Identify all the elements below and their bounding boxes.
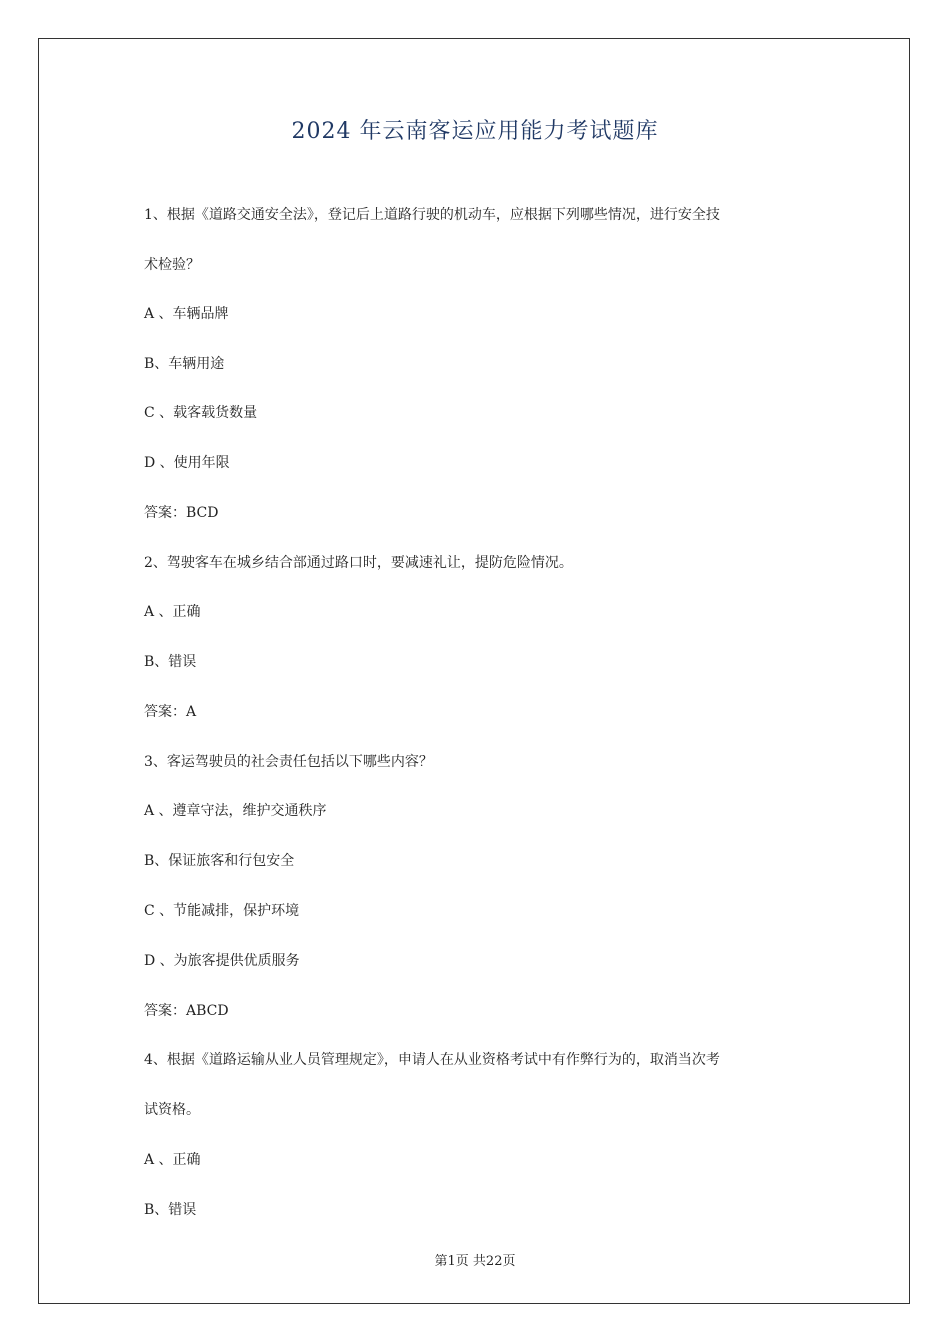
question-4-option-b: B、错误 <box>144 1202 197 1218</box>
question-4-option-a: A 、正确 <box>144 1152 201 1168</box>
question-1-answer: 答案：BCD <box>144 505 219 521</box>
question-3-option-a: A 、遵章守法，维护交通秩序 <box>144 803 327 819</box>
question-2-answer: 答案：A <box>144 704 197 720</box>
question-3-option-b: B、保证旅客和行包安全 <box>144 853 295 869</box>
question-2-text: 2、驾驶客车在城乡结合部通过路口时，要减速礼让，提防危险情况。 <box>144 555 573 571</box>
question-3-answer: 答案：ABCD <box>144 1003 229 1019</box>
question-3-text: 3、客运驾驶员的社会责任包括以下哪些内容？ <box>144 754 433 770</box>
page-footer: 第1页 共22页 <box>434 1254 516 1269</box>
question-1-option-c: C 、载客载货数量 <box>144 405 258 421</box>
question-1-option-d: D 、使用年限 <box>144 455 230 471</box>
document-title: 2024 年云南客运应用能力考试题库 <box>291 119 659 144</box>
question-1-text-line-1: 1、根据《道路交通安全法》，登记后上道路行驶的机动车，应根据下列哪些情况，进行安全技 <box>144 207 720 223</box>
question-2-option-b: B、错误 <box>144 654 197 670</box>
question-1-option-a: A 、车辆品牌 <box>144 306 229 322</box>
question-1-text-line-2: 术检验？ <box>144 257 200 273</box>
question-3-option-d: D 、为旅客提供优质服务 <box>144 953 300 969</box>
question-2-option-a: A 、正确 <box>144 604 201 620</box>
question-1-option-b: B、车辆用途 <box>144 356 225 372</box>
question-3-option-c: C 、节能减排，保护环境 <box>144 903 300 919</box>
question-4-text-line-2: 试资格。 <box>144 1102 200 1118</box>
question-4-text-line-1: 4、根据《道路运输从业人员管理规定》，申请人在从业资格考试中有作弊行为的，取消当次考 <box>144 1052 720 1068</box>
